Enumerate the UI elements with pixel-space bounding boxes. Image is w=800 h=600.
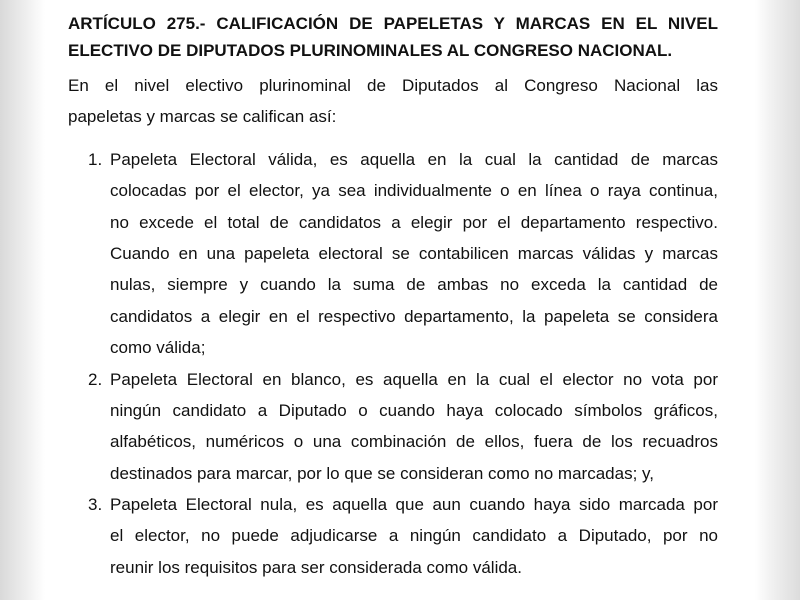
- list-number: 2.: [88, 369, 103, 389]
- item-line: como válida;: [110, 338, 206, 358]
- item-line: Papeleta Electoral válida, es aquella en la cual la cantidad de marcas: [110, 149, 718, 169]
- heading-line: ELECTIVO DE DIPUTADOS PLURINOMINALES AL CONGRESO NACIONAL.: [68, 41, 673, 60]
- heading-line: ARTÍCULO 275.- CALIFICACIÓN DE PAPELETAS Y MARCAS EN EL NIVEL: [68, 14, 718, 33]
- item-line: destinados para marcar, por lo que se consideran como no marcadas; y,: [110, 463, 654, 483]
- numbered-list: [68, 144, 718, 583]
- article-heading: [68, 11, 718, 64]
- list-number: 3.: [88, 495, 103, 515]
- list-item: [68, 489, 718, 583]
- document-page: [68, 11, 718, 583]
- item-line: reunir los requisitos para ser considerada como válida.: [110, 557, 522, 577]
- item-line: colocadas por el elector, ya sea individualmente o en línea o raya continua,: [110, 181, 718, 201]
- intro-line: papeletas y marcas se califican así:: [68, 107, 337, 127]
- intro-line: En el nivel electivo plurinominal de Diputados al Congreso Nacional las: [68, 76, 718, 95]
- item-line: alfabéticos, numéricos o una combinación de ellos, fuera de los recuadros: [110, 432, 718, 452]
- list-item: [68, 144, 718, 364]
- list-number: 1.: [88, 149, 103, 169]
- item-line: Papeleta Electoral nula, es aquella que aun cuando haya sido marcada por: [110, 495, 718, 515]
- list-item: [68, 364, 718, 490]
- item-line: no excede el total de candidatos a elegir por el departamento respectivo.: [110, 212, 718, 232]
- item-line: ningún candidato a Diputado o cuando haya colocado símbolos gráficos,: [110, 400, 718, 420]
- item-line: el elector, no puede adjudicarse a ningún candidato a Diputado, por no: [110, 526, 718, 546]
- item-line: Papeleta Electoral en blanco, es aquella en la cual el elector no vota por: [110, 369, 718, 389]
- item-line: nulas, siempre y cuando la suma de ambas no exceda la cantidad de: [110, 275, 718, 295]
- item-line: Cuando en una papeleta electoral se contabilicen marcas válidas y marcas: [110, 243, 718, 263]
- intro-paragraph: [68, 70, 718, 133]
- item-line: candidatos a elegir en el respectivo departamento, la papeleta se considera: [110, 306, 718, 326]
